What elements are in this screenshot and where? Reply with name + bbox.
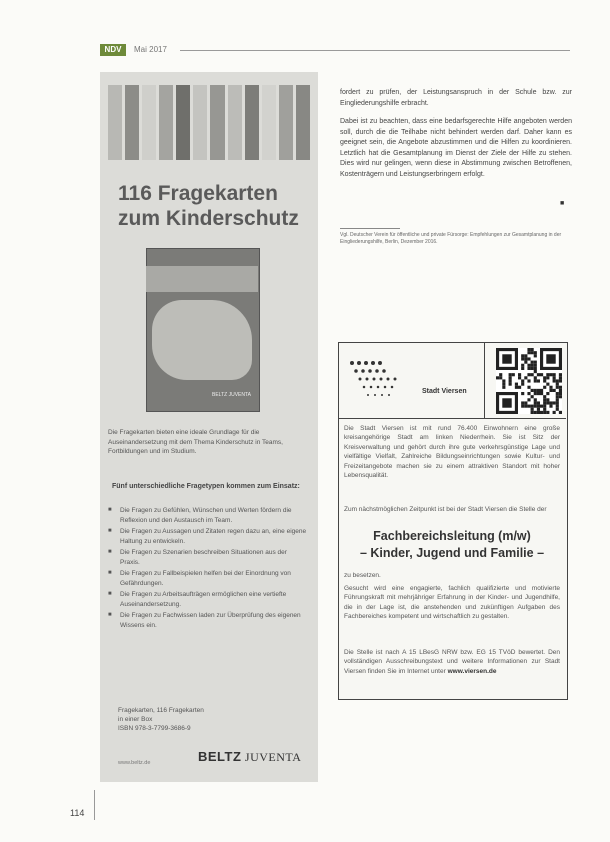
- qr-module: [534, 398, 537, 401]
- qr-module: [531, 389, 534, 392]
- qr-module: [540, 405, 543, 408]
- qr-module: [546, 401, 549, 404]
- qr-module: [531, 405, 534, 408]
- qr-module: [546, 411, 549, 414]
- qr-module: [527, 398, 530, 401]
- qr-module: [543, 379, 546, 382]
- stripe: [142, 85, 156, 160]
- qr-module: [534, 392, 537, 395]
- list-item: ■ Die Fragen zu Aussagen und Zitaten regen dazu an, eine eigene Haltung zu entwickeln.: [108, 527, 308, 546]
- qr-module: [543, 401, 546, 404]
- stripe: [108, 85, 122, 160]
- qr-module: [499, 373, 502, 376]
- qr-module: [534, 376, 537, 379]
- qr-module: [521, 383, 524, 386]
- qr-module: [549, 401, 552, 404]
- qr-code-icon[interactable]: [496, 348, 562, 414]
- qr-module: [556, 401, 559, 404]
- stripe: [176, 85, 190, 160]
- qr-module: [537, 379, 540, 382]
- paragraph: fordert zu prüfen, der Leistungsanspruch in der Schule bzw. zur Eingliederungshilfe erbracht.: [340, 89, 572, 107]
- qr-module: [531, 367, 534, 370]
- qr-module: [509, 376, 512, 379]
- book-advertisement: [100, 72, 318, 782]
- qr-module: [515, 386, 518, 389]
- stripe: [262, 85, 276, 160]
- logo-dot: [381, 394, 383, 396]
- qr-module: [549, 386, 552, 389]
- qr-module: [524, 354, 527, 357]
- qr-module: [502, 386, 505, 389]
- qr-module: [559, 411, 562, 414]
- qr-module: [556, 383, 559, 386]
- qr-module: [496, 376, 499, 379]
- qr-module: [531, 351, 534, 354]
- footnote: Vgl. Deutscher Verein für öffentliche und private Fürsorge: Empfehlungen zur Gesamtplanung in der Eingliederungshilfe, Berlin, Dezember 2016.: [340, 232, 562, 245]
- qr-module: [537, 392, 540, 395]
- stripe: [245, 85, 259, 160]
- job-title-line2: – Kinder, Jugend und Familie –: [359, 546, 545, 560]
- logo-dot: [363, 386, 366, 389]
- qr-module: [540, 411, 543, 414]
- logo-dot: [371, 361, 375, 365]
- apply-text: Die Stelle ist nach A 15 LBesG NRW bzw. EG 15 TVöD bewertet. Den vollständigen Ausschreibungstext und weitere Informationen zur Stadt Viersen finden Sie im Internet unter: [344, 649, 560, 675]
- qr-module: [543, 411, 546, 414]
- qr-module: [521, 357, 524, 360]
- qr-module: [553, 373, 556, 376]
- qr-module: [521, 367, 524, 370]
- logo-dot: [384, 386, 387, 389]
- qr-module: [543, 398, 546, 401]
- qr-module: [534, 405, 537, 408]
- qr-module: [521, 364, 524, 367]
- job-ad-url[interactable]: www.viersen.de: [447, 667, 497, 675]
- stripe: [296, 85, 310, 160]
- qr-module: [527, 386, 530, 389]
- qr-module: [534, 379, 537, 382]
- qr-module: [559, 392, 562, 395]
- stripe: [228, 85, 242, 160]
- qr-module: [537, 401, 540, 404]
- job-title-line1: Fachbereichsleitung (m/w): [373, 529, 531, 543]
- qr-module: [534, 401, 537, 404]
- ad-subheading: Fünf unterschiedliche Fragetypen kommen zum Einsatz:: [112, 483, 300, 490]
- pubinfo-line: in einer Box: [118, 716, 153, 723]
- qr-module: [524, 376, 527, 379]
- qr-module: [527, 373, 530, 376]
- qr-module: [534, 370, 537, 373]
- logo-part-b: JUVENTA: [244, 750, 302, 764]
- qr-module: [534, 389, 537, 392]
- qr-module: [524, 361, 527, 364]
- book-cover-band: [146, 266, 258, 292]
- footnote-rule: [340, 228, 400, 229]
- header-rule: [180, 50, 570, 51]
- qr-module: [531, 348, 534, 351]
- list-item: ■ Die Fragen zu Gefühlen, Wünschen und Werten fördern die Reflexion und den Austausch im Team.: [108, 506, 308, 525]
- qr-module: [549, 373, 552, 376]
- qr-module: [527, 367, 530, 370]
- qr-module: [527, 379, 530, 382]
- issue-date: Mai 2017: [134, 45, 167, 54]
- ad-headline-line1: 116 Fragekarten: [118, 182, 278, 205]
- logo-dot: [378, 361, 382, 365]
- qr-module: [553, 411, 556, 414]
- qr-module: [553, 376, 556, 379]
- qr-module: [537, 408, 540, 411]
- qr-module: [534, 361, 537, 364]
- qr-module: [521, 405, 524, 408]
- logo-dot: [394, 378, 397, 381]
- qr-module: [546, 398, 549, 401]
- qr-module: [509, 383, 512, 386]
- qr-module: [518, 376, 521, 379]
- qr-module: [559, 379, 562, 382]
- qr-module: [540, 389, 543, 392]
- publisher-website[interactable]: www.beltz.de: [118, 760, 151, 766]
- logo-dot: [364, 361, 368, 365]
- qr-module: [509, 373, 512, 376]
- qr-module: [527, 351, 530, 354]
- logo-dot: [361, 369, 365, 373]
- logo-dot: [391, 386, 394, 389]
- qr-module: [556, 395, 559, 398]
- ad-headline-line2: zum Kinderschutz: [118, 207, 299, 230]
- qr-module: [521, 401, 524, 404]
- job-requirements: Gesucht wird eine engagierte, fachlich qualifizierte und motivierte Führungskraft mit mehrjähriger Erfahrung in der Kinder- und Jugendhilfe, die in der Lage ist, die anstehenden und zukünftigen Aufgaben des Fachbereiches kompetent und wirtschaftlich zu gestalten.: [344, 585, 560, 621]
- stripe: [210, 85, 224, 160]
- end-mark: ■: [560, 200, 565, 207]
- qr-module: [524, 401, 527, 404]
- qr-module: [540, 373, 543, 376]
- logo-dot: [367, 394, 369, 396]
- qr-module: [543, 408, 546, 411]
- logo-dot: [373, 378, 376, 381]
- qr-module: [546, 392, 549, 395]
- qr-module: [546, 376, 549, 379]
- logo-dot: [388, 394, 390, 396]
- qr-module: [527, 364, 530, 367]
- qr-module: [553, 401, 556, 404]
- qr-module: [527, 348, 530, 351]
- qr-module: [521, 354, 524, 357]
- qr-module: [518, 373, 521, 376]
- qr-module: [556, 379, 559, 382]
- list-item: ■ Die Fragen zu Fallbeispielen helfen bei der Einordnung von Gefährdungen.: [108, 569, 308, 588]
- logo-dot: [375, 369, 379, 373]
- qr-module: [518, 386, 521, 389]
- qr-module: [537, 411, 540, 414]
- list-item: ■ Die Fragen zu Szenarien beschreiben Situationen aus der Praxis.: [108, 548, 308, 567]
- list-item: ■ Die Fragen zu Arbeitsaufträgen ermöglichen eine vertiefte Auseinandersetzung.: [108, 590, 308, 609]
- qr-module: [559, 376, 562, 379]
- qr-module: [546, 373, 549, 376]
- qr-module: [521, 392, 524, 395]
- logo-dot: [380, 378, 383, 381]
- qr-module: [502, 354, 511, 363]
- book-cover-photo: [152, 300, 252, 380]
- qr-module: [521, 379, 524, 382]
- qr-module: [531, 361, 534, 364]
- qr-module: [540, 392, 543, 395]
- city-name: Stadt Viersen: [422, 388, 467, 395]
- ad-intro-text: Die Fragekarten bieten eine ideale Grundlage für die Auseinandersetzung mit dem Thema Kinderschutz in Teams, Fortbildungen und im Studium.: [108, 429, 283, 455]
- qr-module: [527, 392, 530, 395]
- stripe: [279, 85, 293, 160]
- question-type-list: [108, 506, 308, 632]
- paragraph: Dabei ist zu beachten, dass eine bedarfsgerechte Hilfe angeboten werden soll, durch die die Teilhabe nicht behindert werden darf. Daher kann es geeignet sein, die Angebote abzustimmen und die Hilfen zu koordinieren. Letztlich hat die Gesamtplanung im Dienst der Ziele der Hilfe zu stehen. Dies wird nur gelingen, wenn diese in Abstimmung zwischen Betroffenen, Kostenträgern und Leistungserbringern erfolgt.: [340, 118, 572, 178]
- qr-module: [534, 411, 537, 414]
- logo-dot: [368, 369, 372, 373]
- qr-module: [559, 395, 562, 398]
- city-logo-icon: [346, 355, 416, 403]
- qr-module: [512, 373, 515, 376]
- ad-headline: [118, 181, 299, 231]
- logo-dot: [359, 378, 362, 381]
- qr-module: [531, 408, 534, 411]
- qr-module: [502, 398, 511, 407]
- qr-module: [534, 351, 537, 354]
- qr-module: [553, 379, 556, 382]
- decorative-stripes: [100, 85, 318, 160]
- qr-module: [559, 386, 562, 389]
- logo-dot: [370, 386, 373, 389]
- qr-module: [543, 405, 546, 408]
- qr-module: [543, 376, 546, 379]
- qr-module: [549, 405, 552, 408]
- job-ad-lead: Zum nächstmöglichen Zeitpunkt ist bei der Stadt Viersen die Stelle der: [344, 506, 547, 513]
- qr-module: [524, 405, 527, 408]
- logo-dot: [357, 361, 361, 365]
- qr-module: [559, 389, 562, 392]
- stripe: [159, 85, 173, 160]
- list-item: ■ Die Fragen zu Fachwissen laden zur Überprüfung des eigenen Wissens ein.: [108, 611, 308, 630]
- logo-dot: [350, 361, 354, 365]
- qr-module: [556, 408, 559, 411]
- logo-dot: [374, 394, 376, 396]
- qr-module: [499, 376, 502, 379]
- qr-module: [546, 354, 555, 363]
- qr-module: [559, 373, 562, 376]
- qr-module: [531, 364, 534, 367]
- stripe: [125, 85, 139, 160]
- book-cover-publisher: BELTZ JUVENTA: [212, 392, 251, 398]
- logo-part-a: BELTZ: [198, 749, 242, 764]
- qr-module: [509, 379, 512, 382]
- logo-dot: [387, 378, 390, 381]
- qr-module: [537, 373, 540, 376]
- qr-module: [537, 389, 540, 392]
- qr-module: [531, 373, 534, 376]
- qr-module: [524, 357, 527, 360]
- qr-module: [531, 411, 534, 414]
- job-apply-info: [344, 648, 560, 676]
- section-badge: NDV: [100, 44, 126, 56]
- stripe: [193, 85, 207, 160]
- qr-module: [546, 383, 549, 386]
- qr-module: [549, 389, 552, 392]
- qr-module: [556, 405, 559, 408]
- page-number: 114: [70, 808, 85, 818]
- job-ad-intro: Die Stadt Viersen ist mit rund 76.400 Einwohnern eine große kreisangehörige Stadt am linken Niederrhein. Sie ist Sitz der Kreisverwaltung und gehört durch ihre gute verkehrsgünstige Lage und vielfältige Vielfalt, Zahlreiche Bildungseinrichtungen sowie Kultur- und Freizeitangebote machen sie zu einem attraktiven Standort mit hoher Lebensqualität.: [344, 425, 560, 480]
- pubinfo-line: Fragekarten, 116 Fragekarten: [118, 707, 204, 714]
- publisher-logo: [198, 749, 301, 765]
- qr-module: [534, 364, 537, 367]
- isbn: ISBN 978-3-7799-3686-9: [118, 725, 191, 732]
- job-ad-note: zu besetzen.: [344, 572, 381, 579]
- qr-module: [515, 383, 518, 386]
- logo-dot: [377, 386, 380, 389]
- qr-module: [534, 367, 537, 370]
- qr-module: [537, 405, 540, 408]
- logo-dot: [366, 378, 369, 381]
- qr-module: [527, 357, 530, 360]
- qr-module: [553, 389, 556, 392]
- publication-info: [118, 706, 278, 733]
- qr-module: [556, 386, 559, 389]
- footer-rule: [94, 790, 95, 820]
- qr-module: [534, 354, 537, 357]
- qr-module: [502, 379, 505, 382]
- qr-module: [531, 395, 534, 398]
- qr-module: [556, 392, 559, 395]
- qr-module: [556, 398, 559, 401]
- article-text: [340, 88, 572, 180]
- logo-dot: [382, 369, 386, 373]
- qr-module: [502, 383, 505, 386]
- logo-dot: [354, 369, 358, 373]
- job-title: [344, 528, 560, 562]
- qr-module: [543, 386, 546, 389]
- qr-module: [527, 405, 530, 408]
- qr-module: [543, 395, 546, 398]
